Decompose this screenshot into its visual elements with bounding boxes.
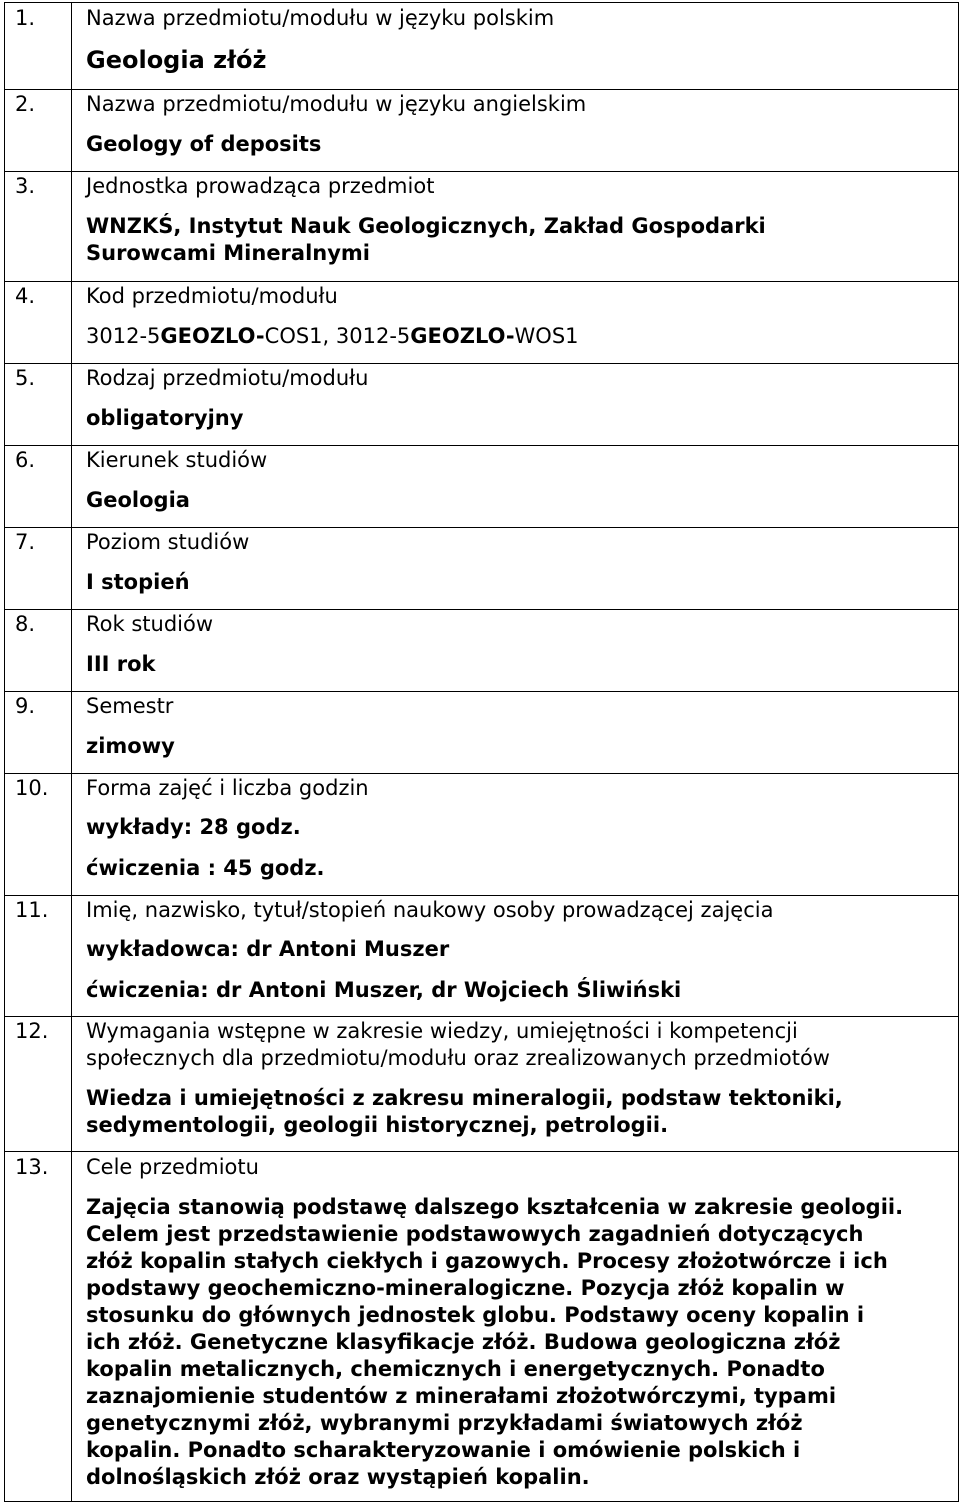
field-value: ćwiczenia : 45 godz. xyxy=(86,856,325,880)
row-number: 12. xyxy=(15,1019,49,1043)
course-code xyxy=(86,323,579,350)
table-row xyxy=(5,445,958,527)
row-number-cell xyxy=(5,282,72,363)
row-number-cell xyxy=(5,774,72,895)
row-number: 5. xyxy=(15,366,36,390)
row-number: 10. xyxy=(15,776,49,800)
row-number: 13. xyxy=(15,1155,49,1179)
row-number-cell xyxy=(5,692,72,773)
field-label: Kierunek studiów xyxy=(86,448,268,472)
field-value: wykłady: 28 godz. xyxy=(86,815,301,839)
table-row xyxy=(5,171,958,281)
field-value: zaznajomienie studentów z minerałami złożotwórczymi, typami xyxy=(86,1384,837,1408)
field-label: Rok studiów xyxy=(86,612,214,636)
field-label: Rodzaj przedmiotu/modułu xyxy=(86,366,369,390)
course-code-part: GEOZLO- xyxy=(410,324,515,348)
field-value: Wiedza i umiejętności z zakresu mineralogii, podstaw tektoniki, xyxy=(86,1086,843,1110)
field-value: III rok xyxy=(86,652,156,676)
field-value: złóż kopalin stałych ciekłych i gazowych. Procesy złożotwórcze i ich xyxy=(86,1249,888,1273)
field-value: Celem jest przedstawienie podstawowych zagadnień dotyczących xyxy=(86,1222,864,1246)
row-number: 2. xyxy=(15,92,36,116)
field-label: Forma zajęć i liczba godzin xyxy=(86,776,369,800)
row-number-cell xyxy=(5,90,72,171)
field-value: podstawy geochemiczno-mineralogiczne. Pozycja złóż kopalin w xyxy=(86,1276,845,1300)
row-number: 8. xyxy=(15,612,36,636)
field-label: Wymagania wstępne w zakresie wiedzy, umiejętności i kompetencji xyxy=(86,1019,798,1043)
field-label: Kod przedmiotu/modułu xyxy=(86,284,338,308)
row-number-cell xyxy=(5,1017,72,1151)
field-label: społecznych dla przedmiotu/modułu oraz zrealizowanych przedmiotów xyxy=(86,1046,830,1070)
field-value: Geologia xyxy=(86,488,190,512)
field-value: Geologia złóż xyxy=(86,46,267,74)
field-value: ćwiczenia: dr Antoni Muszer, dr Wojciech Śliwiński xyxy=(86,978,682,1002)
table-row xyxy=(5,895,958,1016)
field-label: Semestr xyxy=(86,694,174,718)
table-row xyxy=(5,609,958,691)
field-value: stosunku do głównych jednostek globu. Podstawy oceny kopalin i xyxy=(86,1303,865,1327)
row-number: 7. xyxy=(15,530,36,554)
row-number-cell xyxy=(5,172,72,281)
table-row xyxy=(5,773,958,895)
row-number: 4. xyxy=(15,284,36,308)
field-value: dolnośląskich złóż oraz wystąpień kopalin. xyxy=(86,1465,590,1489)
row-number-cell xyxy=(5,1152,72,1502)
row-number: 9. xyxy=(15,694,36,718)
table-row xyxy=(5,2,958,89)
field-value: obligatoryjny xyxy=(86,406,244,430)
table-row xyxy=(5,363,958,445)
course-code-part: GEOZLO- xyxy=(160,324,265,348)
field-value: Surowcami Mineralnymi xyxy=(86,241,371,265)
row-number-cell xyxy=(5,896,72,1016)
field-label: Nazwa przedmiotu/modułu w języku polskim xyxy=(86,6,555,30)
table-row xyxy=(5,691,958,773)
field-label: Nazwa przedmiotu/modułu w języku angielskim xyxy=(86,92,587,116)
field-value: zimowy xyxy=(86,734,175,758)
field-value: sedymentologii, geologii historycznej, petrologii. xyxy=(86,1113,669,1137)
field-value: genetycznymi złóż, wybranymi przykładami światowych złóż xyxy=(86,1411,803,1435)
table-row xyxy=(5,527,958,609)
table-row xyxy=(5,1016,958,1151)
row-number: 11. xyxy=(15,898,49,922)
course-code-part: WOS1 xyxy=(514,324,579,348)
field-label: Jednostka prowadząca przedmiot xyxy=(86,174,435,198)
row-number: 1. xyxy=(15,6,36,30)
field-value: I stopień xyxy=(86,570,190,594)
syllabus-table xyxy=(4,2,959,1502)
field-value: kopalin. Ponadto scharakteryzowanie i omówienie polskich i xyxy=(86,1438,801,1462)
field-label: Poziom studiów xyxy=(86,530,250,554)
field-label: Cele przedmiotu xyxy=(86,1155,259,1179)
row-number-cell xyxy=(5,610,72,691)
row-number-cell xyxy=(5,364,72,445)
field-value: Geology of deposits xyxy=(86,132,322,156)
row-number-cell xyxy=(5,3,72,89)
table-row xyxy=(5,1151,958,1502)
course-code-part: 3012-5 xyxy=(86,324,161,348)
course-code-part: COS1, 3012-5 xyxy=(264,324,411,348)
row-number: 6. xyxy=(15,448,36,472)
field-value: WNZKŚ, Instytut Nauk Geologicznych, Zakład Gospodarki xyxy=(86,214,766,238)
field-value: ich złóż. Genetyczne klasyfikacje złóż. Budowa geologiczna złóż xyxy=(86,1330,841,1354)
row-number-cell xyxy=(5,446,72,527)
field-label: Imię, nazwisko, tytuł/stopień naukowy osoby prowadzącej zajęcia xyxy=(86,898,774,922)
table-row xyxy=(5,281,958,363)
field-value: Zajęcia stanowią podstawę dalszego kształcenia w zakresie geologii. xyxy=(86,1195,904,1219)
row-number-cell xyxy=(5,528,72,609)
field-value: wykładowca: dr Antoni Muszer xyxy=(86,937,450,961)
table-row xyxy=(5,89,958,171)
field-value: kopalin metalicznych, chemicznych i energetycznych. Ponadto xyxy=(86,1357,825,1381)
row-number: 3. xyxy=(15,174,36,198)
